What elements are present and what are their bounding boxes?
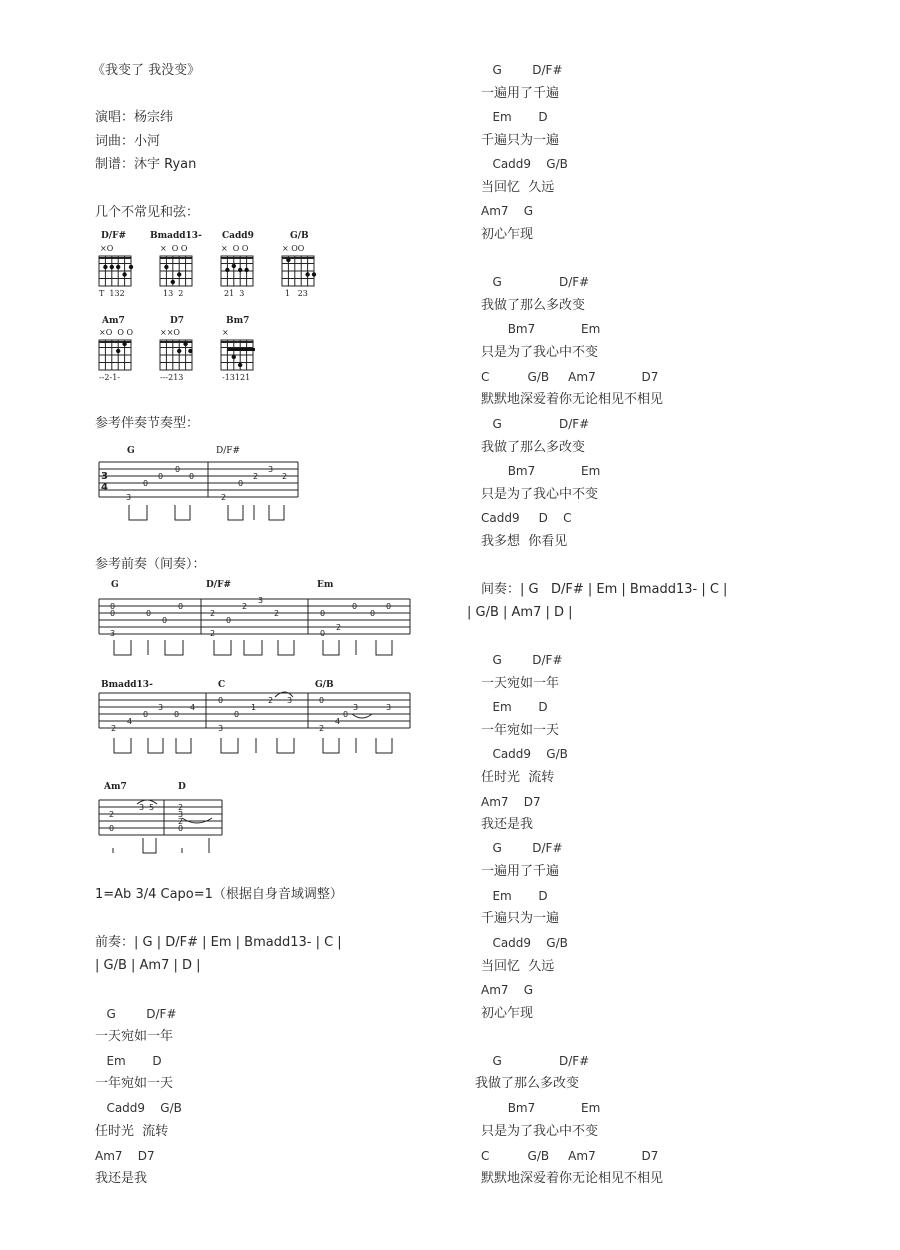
svg-text:0: 0 — [110, 609, 116, 618]
svg-text:0: 0 — [146, 609, 152, 618]
right-chord-line: G D/F# — [481, 653, 563, 667]
right-lyric-line: 任时光 流转 — [481, 770, 555, 785]
svg-text:0: 0 — [319, 696, 325, 705]
intro-tab-row3-staff — [99, 800, 222, 853]
svg-text:3: 3 — [126, 493, 132, 502]
svg-text:2: 2 — [274, 609, 280, 618]
right-lyric-line: 我做了那么多改变 — [475, 1076, 580, 1091]
svg-text:0: 0 — [320, 609, 326, 618]
right-lyric-line: 我做了那么多改变 — [481, 440, 586, 455]
chord-top-bm7: × — [222, 328, 229, 337]
chord-name-dfsharp: D/F# — [101, 231, 127, 241]
svg-text:0: 0 — [218, 696, 224, 705]
right-chord-line: Em D — [481, 110, 548, 124]
right-lyric-line: 我还是我 — [481, 817, 534, 832]
chord-top-cadd9: × O O — [221, 244, 249, 253]
svg-text:3: 3 — [178, 810, 184, 819]
svg-text:0: 0 — [320, 629, 326, 638]
right-lyric-line: 一遍用了千遍 — [481, 86, 560, 101]
svg-text:0: 0 — [178, 824, 184, 833]
svg-text:3: 3 — [258, 596, 264, 605]
intro-title: 参考前奏（间奏）： — [95, 557, 206, 572]
svg-text:2: 2 — [253, 472, 259, 481]
chord-fingers-d7: ---213 — [160, 373, 184, 382]
right-lyric-line: 千遍只为一遍 — [481, 133, 560, 148]
svg-text:3: 3 — [158, 703, 164, 712]
chord-top-d7: ××O — [160, 328, 180, 337]
rhythm-title: 参考伴奏节奏型： — [95, 416, 200, 431]
right-chord-line: Am7 G — [481, 204, 534, 218]
right-chord-line: Cadd9 G/B — [481, 747, 568, 761]
right-chord-line: Am7 G — [481, 983, 534, 997]
svg-text:3: 3 — [110, 629, 116, 638]
svg-text:5: 5 — [149, 803, 155, 812]
svg-text:4: 4 — [335, 717, 341, 726]
chord-name-gb: G/B — [290, 231, 309, 241]
chord-section-title: 几个不常见和弦： — [95, 205, 200, 220]
svg-text:4: 4 — [101, 482, 108, 493]
chord-grid-bm7 — [221, 340, 253, 370]
interlude-line-2: | G/B | Am7 | D | — [467, 605, 573, 620]
right-lyric-line: 我多想 你看见 — [481, 534, 568, 549]
right-lyric-line: 初心乍现 — [481, 1006, 534, 1021]
chord-name-cadd9: Cadd9 — [222, 231, 254, 241]
svg-text:0: 0 — [143, 479, 149, 488]
right-chord-line: G D/F# — [481, 63, 563, 77]
chord-fingers-gb: 1 23 — [285, 289, 308, 298]
right-lyric-line: 初心乍现 — [481, 227, 534, 242]
intro-chord-c: C — [218, 680, 226, 690]
rhythm-chord-dfsharp: D/F# — [216, 446, 241, 456]
svg-text:3: 3 — [139, 803, 145, 812]
chord-fingers-bmadd13: 13 2 — [163, 289, 184, 298]
right-chord-line: G D/F# — [481, 417, 590, 431]
intro-chord-em: Em — [317, 580, 334, 590]
svg-text:2: 2 — [210, 609, 216, 618]
right-lyric-line: 一年宛如一天 — [481, 723, 560, 738]
svg-text:0: 0 — [238, 479, 244, 488]
svg-text:2: 2 — [282, 472, 288, 481]
arranger-credit: 制谱：沐宇 Ryan — [95, 157, 197, 172]
chord-fingers-cadd9: 21 3 — [224, 289, 245, 298]
svg-text:3: 3 — [101, 471, 108, 482]
chord-top-am7: ×O O O — [99, 328, 134, 337]
left-lyric-line: 任时光 流转 — [95, 1124, 169, 1139]
right-chord-line: Em D — [481, 889, 548, 903]
chord-name-am7: Am7 — [102, 316, 125, 326]
chord-name-bmadd13: Bmadd13- — [150, 231, 202, 241]
svg-text:2: 2 — [210, 629, 216, 638]
intro-tab-row1-staff — [99, 599, 410, 655]
svg-text:3: 3 — [386, 703, 392, 712]
right-chord-line: G D/F# — [481, 275, 590, 289]
right-lyric-line: 默默地深爱着你无论相见不相见 — [481, 392, 664, 407]
right-chord-line: Bm7 Em — [481, 1101, 601, 1115]
intro-chord-am7: Am7 — [104, 782, 127, 792]
svg-text:0: 0 — [174, 710, 180, 719]
svg-text:0: 0 — [110, 602, 116, 611]
left-lyric-line: 我还是我 — [95, 1171, 148, 1186]
right-lyric-line: 我做了那么多改变 — [481, 298, 586, 313]
right-lyric-line: 当回忆 久远 — [481, 959, 555, 974]
svg-text:3: 3 — [268, 465, 274, 474]
svg-text:0: 0 — [343, 710, 349, 719]
song-title: 《我变了 我没变》 — [92, 63, 201, 78]
svg-text:2: 2 — [268, 696, 274, 705]
right-lyric-line: 千遍只为一遍 — [481, 911, 560, 926]
svg-text:2: 2 — [221, 493, 227, 502]
prelude-line-1: 前奏：| G | D/F# | Em | Bmadd13- | C | — [95, 935, 342, 950]
intro-chord-d: D — [178, 782, 186, 792]
left-chord-line: Em D — [95, 1054, 162, 1068]
svg-text:2: 2 — [111, 724, 117, 733]
svg-text:2: 2 — [109, 810, 115, 819]
chord-name-d7: D7 — [170, 316, 185, 326]
right-chord-line: Em D — [481, 700, 548, 714]
chord-fingers-bm7: -13121 — [222, 373, 251, 382]
chord-top-bmadd13: × O O — [160, 244, 188, 253]
svg-text:0: 0 — [352, 602, 358, 611]
svg-text:0: 0 — [175, 465, 181, 474]
prelude-line-2: | G/B | Am7 | D | — [95, 958, 201, 973]
svg-text:3: 3 — [353, 703, 359, 712]
intro-chord-g: G — [111, 580, 119, 590]
right-lyric-line: 一天宛如一年 — [481, 676, 560, 691]
left-chord-line: Cadd9 G/B — [95, 1101, 182, 1115]
interlude-line-1: 间奏：| G D/F# | Em | Bmadd13- | C | — [481, 582, 728, 597]
right-chord-line: Am7 D7 — [481, 795, 541, 809]
left-lyric-line: 一天宛如一年 — [95, 1029, 174, 1044]
right-lyric-line: 当回忆 久远 — [481, 180, 555, 195]
svg-text:0: 0 — [158, 472, 164, 481]
left-chord-line: Am7 D7 — [95, 1149, 155, 1163]
svg-text:2: 2 — [319, 724, 325, 733]
svg-text:0: 0 — [226, 616, 232, 625]
intro-chord-bmadd13: Bmadd13- — [101, 680, 153, 690]
svg-text:2: 2 — [178, 817, 184, 826]
right-chord-line: G D/F# — [481, 841, 563, 855]
svg-text:3: 3 — [287, 696, 293, 705]
right-chord-line: Cadd9 D C — [481, 511, 572, 525]
intro-tab-row2-staff — [99, 692, 410, 753]
chord-name-bm7: Bm7 — [226, 316, 250, 326]
right-chord-line: Bm7 Em — [481, 464, 601, 478]
svg-text:0: 0 — [234, 710, 240, 719]
svg-text:4: 4 — [127, 717, 133, 726]
chord-fingers-am7: --2-1- — [99, 373, 120, 382]
right-lyric-line: 一遍用了千遍 — [481, 864, 560, 879]
left-chord-line: G D/F# — [95, 1007, 177, 1021]
right-lyric-line: 默默地深爱着你无论相见不相见 — [481, 1171, 664, 1186]
chord-grid-dfsharp — [99, 256, 131, 286]
svg-text:0: 0 — [189, 472, 195, 481]
svg-text:2: 2 — [178, 803, 184, 812]
chord-dots — [103, 258, 316, 367]
right-chord-line: Cadd9 G/B — [481, 936, 568, 950]
intro-chord-gb: G/B — [315, 680, 334, 690]
svg-text:0: 0 — [162, 616, 168, 625]
svg-text:2: 2 — [242, 602, 248, 611]
lyricist-credit: 词曲：小河 — [95, 134, 161, 149]
chord-top-dfsharp: ×O — [100, 244, 114, 253]
svg-text:0: 0 — [143, 710, 149, 719]
intro-chord-dfsharp: D/F# — [206, 580, 232, 590]
rhythm-chord-g: G — [127, 446, 135, 456]
svg-text:0: 0 — [370, 609, 376, 618]
right-chord-line: Bm7 Em — [481, 322, 601, 336]
right-chord-line: G D/F# — [481, 1054, 590, 1068]
intro-tab-row1-numbers — [110, 596, 391, 638]
left-lyric-line: 一年宛如一天 — [95, 1076, 174, 1091]
chord-fingers-dfsharp: T 132 — [99, 289, 125, 298]
singer-credit: 演唱：杨宗纬 — [95, 110, 174, 125]
right-lyric-line: 只是为了我心中不变 — [481, 487, 599, 502]
svg-text:3: 3 — [218, 724, 224, 733]
right-chord-line: C G/B Am7 D7 — [481, 370, 659, 384]
right-chord-line: Cadd9 G/B — [481, 157, 568, 171]
right-lyric-line: 只是为了我心中不变 — [481, 345, 599, 360]
svg-text:0: 0 — [178, 602, 184, 611]
right-lyric-line: 只是为了我心中不变 — [481, 1124, 599, 1139]
svg-text:1: 1 — [251, 703, 257, 712]
chord-grid-bmadd13 — [160, 256, 192, 286]
svg-text:0: 0 — [109, 824, 115, 833]
key-capo-line: 1=Ab 3/4 Capo=1（根据自身音域调整） — [95, 887, 343, 902]
svg-text:0: 0 — [386, 602, 392, 611]
chord-top-gb: × OO — [282, 244, 305, 253]
svg-text:2: 2 — [336, 623, 342, 632]
right-chord-line: C G/B Am7 D7 — [481, 1149, 659, 1163]
svg-text:4: 4 — [190, 703, 196, 712]
